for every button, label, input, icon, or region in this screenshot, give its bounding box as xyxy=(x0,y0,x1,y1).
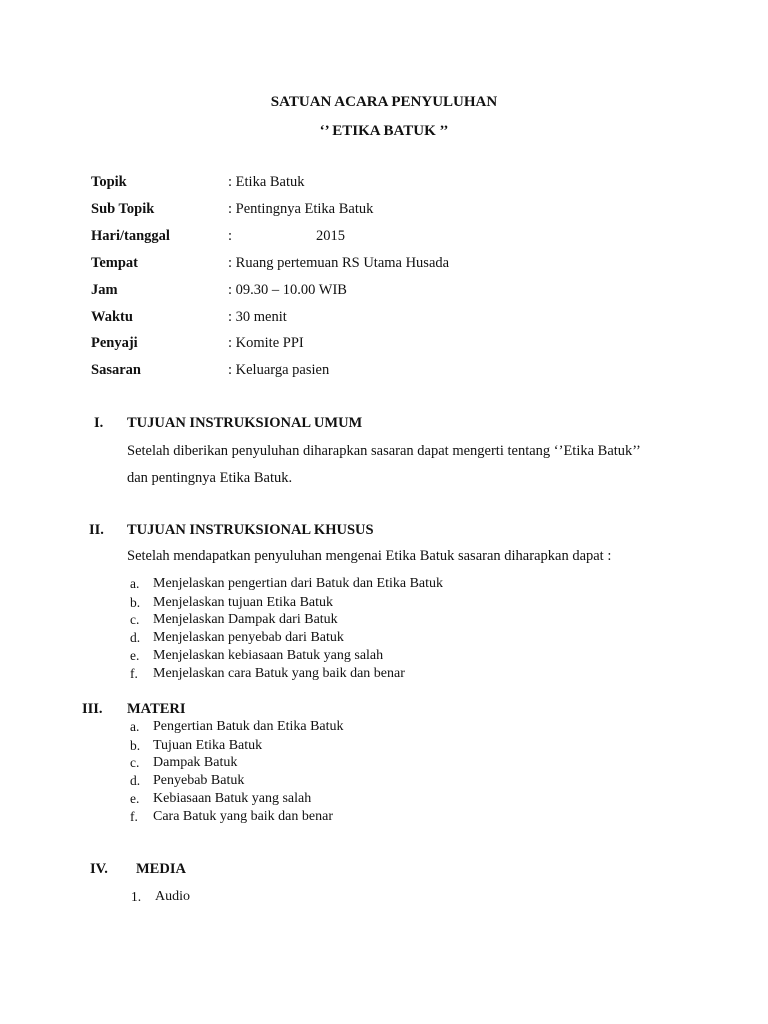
info-label-jam: Jam xyxy=(91,282,118,298)
list-item: Menjelaskan Dampak dari Batuk xyxy=(153,612,338,627)
list-marker: c. xyxy=(130,612,140,627)
info-label-hari-tanggal: Hari/tanggal xyxy=(91,228,170,244)
info-value-waktu: : 30 menit xyxy=(228,309,287,325)
list-item: Menjelaskan tujuan Etika Batuk xyxy=(153,595,334,610)
info-label-penyaji: Penyaji xyxy=(91,335,138,351)
paragraph-line: Setelah diberikan penyuluhan diharapkan sasaran dapat mengerti tentang ‘’Etika Batuk’’ xyxy=(127,443,641,459)
paragraph-line: Setelah mendapatkan penyuluhan mengenai Etika Batuk sasaran diharapkan dapat : xyxy=(127,548,612,564)
list-item: Cara Batuk yang baik dan benar xyxy=(153,809,333,824)
info-label-waktu: Waktu xyxy=(91,309,133,325)
list-marker: d. xyxy=(130,773,141,788)
list-item: Tujuan Etika Batuk xyxy=(153,738,263,753)
section-number: I. xyxy=(94,415,104,431)
section-number: IV. xyxy=(90,861,108,877)
list-marker: f. xyxy=(130,809,138,824)
info-value-tempat: : Ruang pertemuan RS Utama Husada xyxy=(228,255,450,271)
section-number: II. xyxy=(89,522,104,538)
section-title: TUJUAN INSTRUKSIONAL UMUM xyxy=(127,415,363,431)
list-item: Kebiasaan Batuk yang salah xyxy=(153,791,312,806)
info-value-topik: : Etika Batuk xyxy=(228,174,305,190)
paragraph-line: dan pentingnya Etika Batuk. xyxy=(127,470,293,486)
info-value-jam: : 09.30 – 10.00 WIB xyxy=(228,282,347,298)
list-marker: e. xyxy=(130,648,140,663)
document-title: SATUAN ACARA PENYULUHAN xyxy=(270,94,498,110)
list-marker: d. xyxy=(130,630,141,645)
info-label-tempat: Tempat xyxy=(91,255,138,271)
list-marker: a. xyxy=(130,576,140,591)
list-item: Dampak Batuk xyxy=(153,755,238,770)
info-label-topik: Topik xyxy=(91,174,127,190)
list-marker: e. xyxy=(130,791,140,806)
list-marker: c. xyxy=(130,755,140,770)
list-marker: b. xyxy=(130,595,141,610)
info-value-hari-tanggal: : xyxy=(228,228,233,244)
list-item: Penyebab Batuk xyxy=(153,773,245,788)
list-marker: a. xyxy=(130,719,140,734)
section-title: MATERI xyxy=(127,701,186,717)
section-title: TUJUAN INSTRUKSIONAL KHUSUS xyxy=(127,522,374,538)
info-value-year: 2015 xyxy=(316,228,345,244)
list-item: Menjelaskan penyebab dari Batuk xyxy=(153,630,344,645)
list-item: Pengertian Batuk dan Etika Batuk xyxy=(153,719,344,734)
section-number: III. xyxy=(82,701,103,717)
list-marker: f. xyxy=(130,666,138,681)
list-item: Menjelaskan cara Batuk yang baik dan benar xyxy=(153,666,405,681)
list-item: Audio xyxy=(155,889,190,904)
info-value-sub-topik: : Pentingnya Etika Batuk xyxy=(228,201,374,217)
list-item: Menjelaskan pengertian dari Batuk dan Etika Batuk xyxy=(153,576,444,591)
list-marker: 1. xyxy=(131,889,142,904)
document-subtitle: ‘’ ETIKA BATUK ’’ xyxy=(319,123,449,139)
info-label-sasaran: Sasaran xyxy=(91,362,141,378)
info-label-sub-topik: Sub Topik xyxy=(91,201,155,217)
info-value-penyaji: : Komite PPI xyxy=(228,335,304,351)
list-item: Menjelaskan kebiasaan Batuk yang salah xyxy=(153,648,384,663)
list-marker: b. xyxy=(130,738,141,753)
info-value-sasaran: : Keluarga pasien xyxy=(228,362,330,378)
section-title: MEDIA xyxy=(136,861,186,877)
